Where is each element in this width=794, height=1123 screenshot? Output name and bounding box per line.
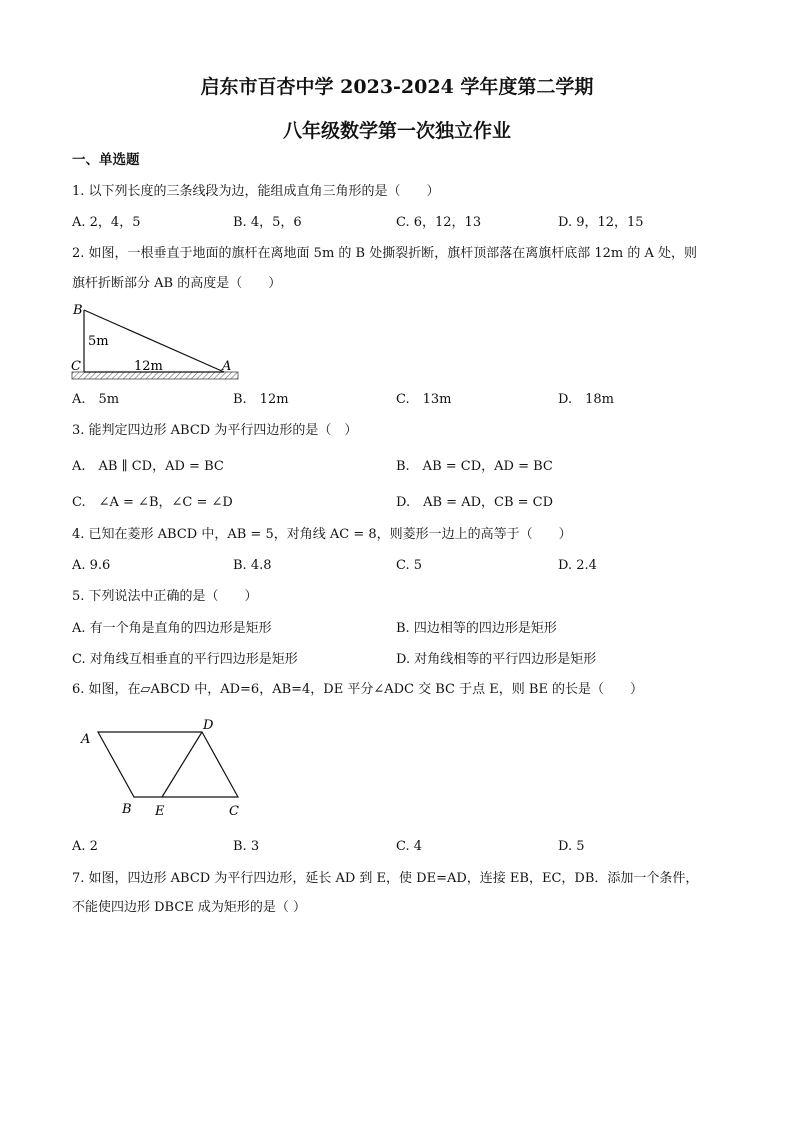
page-title: 启东市百杏中学 2023-2024 学年度第二学期 <box>200 76 594 98</box>
label-12m: 12m <box>134 359 163 374</box>
q1-option-d: D. 9，12，15 <box>558 215 644 230</box>
label-c: C <box>71 359 81 374</box>
q3-option-c: C. ∠A = ∠B，∠C = ∠D <box>72 495 233 510</box>
question-7-stem-line1: 7. 如图，四边形 ABCD 为平行四边形，延长 AD 到 E，使 DE=AD，连接 EB，EC，DB．添加一个条件， <box>72 871 699 886</box>
question-3-stem: 3. 能判定四边形 ABCD 为平行四边形的是（ ） <box>72 423 358 438</box>
q6-option-b: B. 3 <box>233 839 260 854</box>
q3-option-a: A. AB ∥ CD，AD = BC <box>72 459 224 474</box>
question-4-stem: 4. 已知在菱形 ABCD 中，AB = 5，对角线 AC = 8，则菱形一边上的高等于（ ） <box>72 527 572 542</box>
q2-option-a: A. 5m <box>72 392 120 407</box>
q2-flagpole-figure <box>66 300 246 384</box>
q1-option-c: C. 6，12，13 <box>396 215 482 230</box>
label-b: B <box>122 802 132 817</box>
label-d: D <box>203 718 214 733</box>
label-e: E <box>155 804 165 819</box>
q5-option-b: B. 四边相等的四边形是矩形 <box>396 621 557 636</box>
question-5-stem: 5. 下列说法中正确的是（ ） <box>72 589 258 604</box>
question-1-stem: 1. 以下列长度的三条线段为边，能组成直角三角形的是（ ） <box>72 184 440 199</box>
question-2-stem-line1: 2. 如图，一根垂直于地面的旗杆在离地面 5m 的 B 处撕裂折断，旗杆顶部落在离旗杆底部 12m 的 A 处，则 <box>72 246 698 261</box>
question-6-stem: 6. 如图，在▱ABCD 中，AD=6，AB=4，DE 平分∠ADC 交 BC 于点 E，则 BE 的长是（ ） <box>72 682 644 697</box>
q4-option-b: B. 4.8 <box>233 558 272 573</box>
label-a: A <box>222 359 232 374</box>
label-a: A <box>81 732 91 747</box>
q6-option-c: C. 4 <box>396 839 423 854</box>
segment-de <box>162 732 202 797</box>
q5-option-a: A. 有一个角是直角的四边形是矩形 <box>72 621 272 636</box>
q2-option-d: D. 18m <box>558 392 614 407</box>
q1-option-a: A. 2，4，5 <box>72 215 141 230</box>
q3-option-b: B. AB = CD，AD = BC <box>396 459 553 474</box>
q2-option-c: C. 13m <box>396 392 452 407</box>
label-5m: 5m <box>88 334 109 349</box>
page-subtitle: 八年级数学第一次独立作业 <box>282 120 511 142</box>
q6-parallelogram-figure <box>76 714 252 820</box>
question-7-stem-line2: 不能使四边形 DBCE 成为矩形的是（ ） <box>72 900 307 915</box>
label-c: C <box>229 804 239 819</box>
q6-option-a: A. 2 <box>72 839 98 854</box>
q5-option-c: C. 对角线互相垂直的平行四边形是矩形 <box>72 652 298 667</box>
q2-option-b: B. 12m <box>233 392 289 407</box>
q4-option-d: D. 2.4 <box>558 558 597 573</box>
q1-option-b: B. 4，5，6 <box>233 215 302 230</box>
q6-option-d: D. 5 <box>558 839 585 854</box>
q5-option-d: D. 对角线相等的平行四边形是矩形 <box>396 652 597 667</box>
label-b: B <box>73 303 83 318</box>
q4-option-c: C. 5 <box>396 558 423 573</box>
question-2-stem-line2: 旗杆折断部分 AB 的高度是（ ） <box>72 276 282 291</box>
q3-option-d: D. AB = AD，CB = CD <box>396 495 554 510</box>
section-heading: 一、单选题 <box>72 152 140 168</box>
q4-option-a: A. 9.6 <box>72 558 111 573</box>
